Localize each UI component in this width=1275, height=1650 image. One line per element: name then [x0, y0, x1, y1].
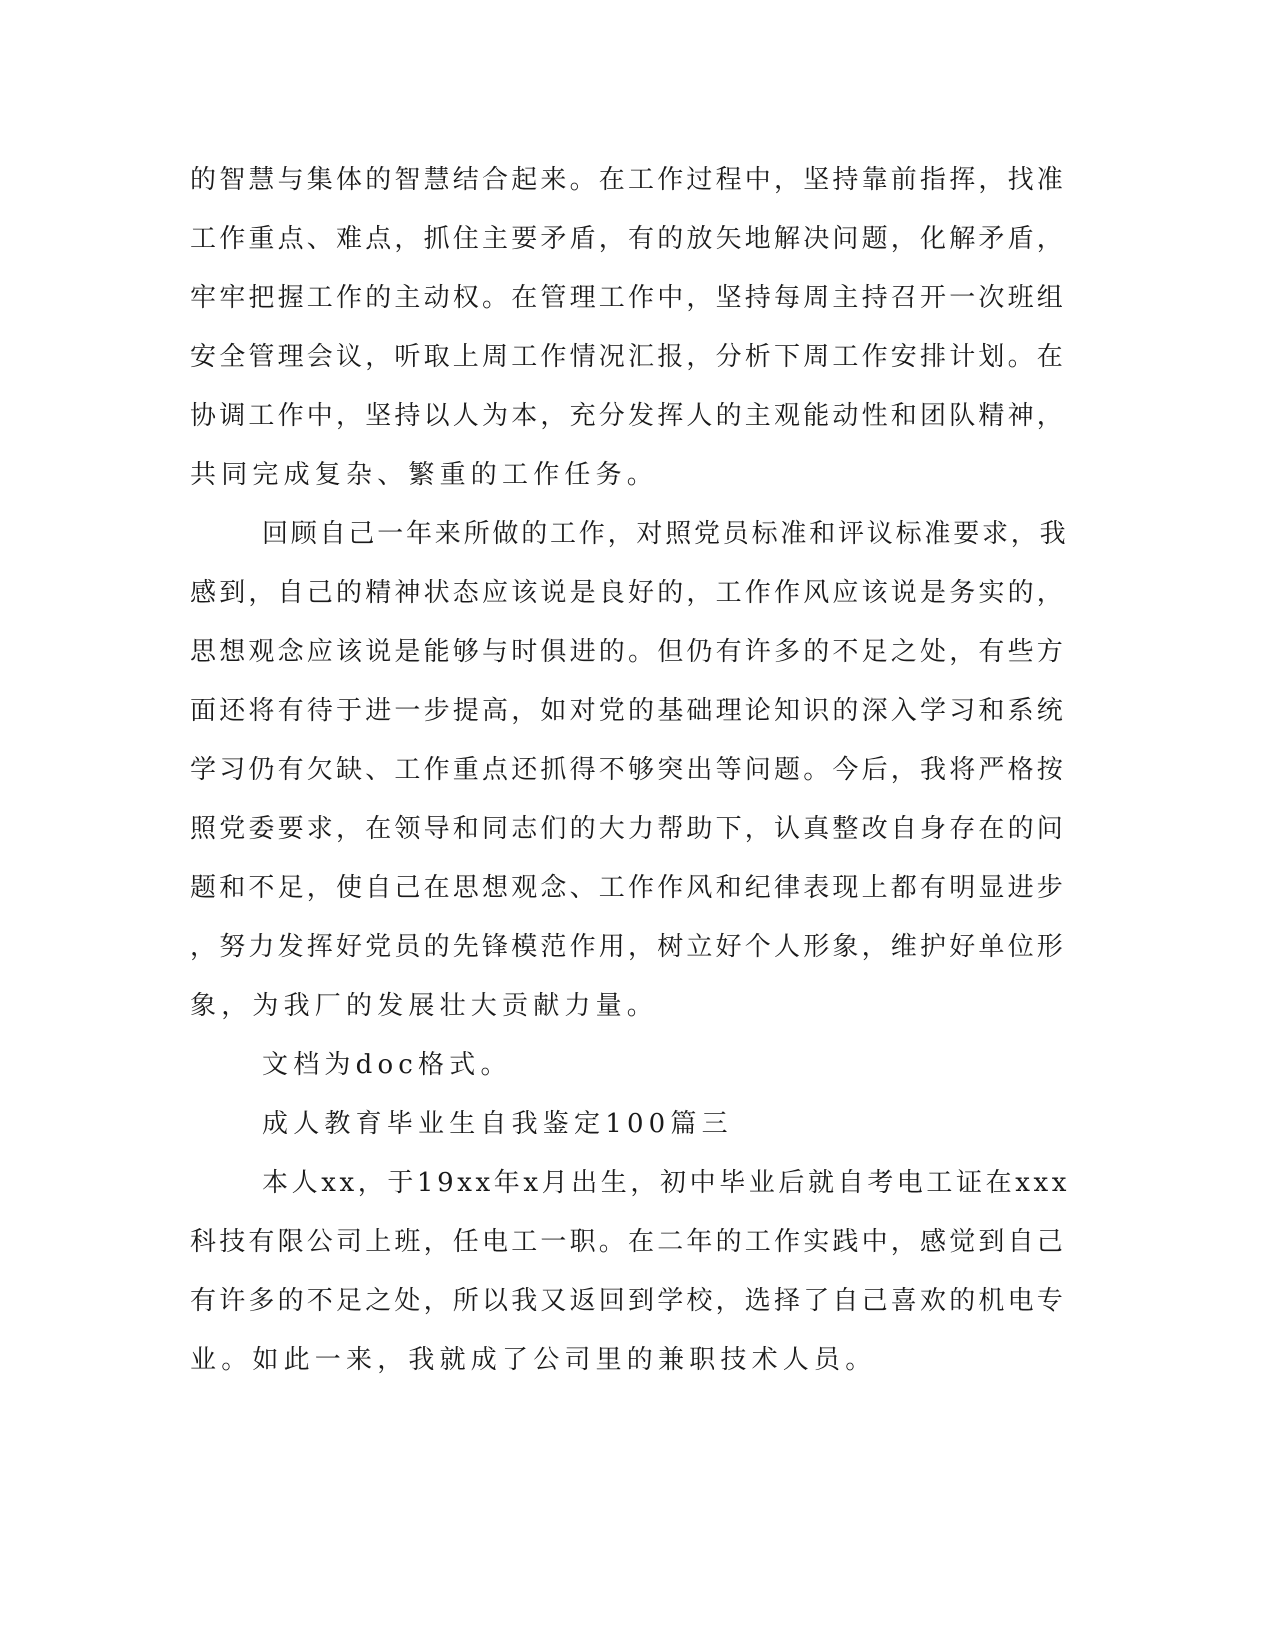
text-line: 安全管理会议，听取上周工作情况汇报，分析下周工作安排计划。在 — [190, 342, 1067, 372]
text-line: 题和不足，使自己在思想观念、工作作风和纪律表现上都有明显进步 — [190, 873, 1067, 903]
format-note: 文档为doc格式。 — [262, 1050, 512, 1080]
paragraph-first-line: 本人xx，于19xx年x月出生，初中毕业后就自考电工证在xxx — [262, 1168, 1070, 1198]
paragraph-first-line: 回顾自己一年来所做的工作，对照党员标准和评议标准要求，我 — [262, 519, 1069, 549]
text-line: 共同完成复杂、繁重的工作任务。 — [190, 460, 659, 490]
text-line: 牢牢把握工作的主动权。在管理工作中，坚持每周主持召开一次班组 — [190, 283, 1067, 313]
text-line: 工作重点、难点，抓住主要矛盾，有的放矢地解决问题，化解矛盾， — [190, 224, 1067, 254]
text-line: 思想观念应该说是能够与时俱进的。但仍有许多的不足之处，有些方 — [190, 637, 1067, 667]
text-line: 照党委要求，在领导和同志们的大力帮助下，认真整改自身存在的问 — [190, 814, 1067, 844]
text-line: 学习仍有欠缺、工作重点还抓得不够突出等问题。今后，我将严格按 — [190, 755, 1067, 785]
section-heading: 成人教育毕业生自我鉴定100篇三 — [262, 1109, 733, 1139]
text-line: 科技有限公司上班，任电工一职。在二年的工作实践中，感觉到自己 — [190, 1227, 1067, 1257]
text-line: 业。如此一来，我就成了公司里的兼职技术人员。 — [190, 1345, 877, 1375]
text-line: ，努力发挥好党员的先锋模范作用，树立好个人形象，维护好单位形 — [190, 932, 1067, 962]
text-line: 协调工作中，坚持以人为本，充分发挥人的主观能动性和团队精神， — [190, 401, 1067, 431]
text-line: 感到，自己的精神状态应该说是良好的，工作作风应该说是务实的， — [190, 578, 1067, 608]
text-line: 面还将有待于进一步提高，如对党的基础理论知识的深入学习和系统 — [190, 696, 1067, 726]
text-line: 有许多的不足之处，所以我又返回到学校，选择了自己喜欢的机电专 — [190, 1286, 1067, 1316]
text-line: 的智慧与集体的智慧结合起来。在工作过程中，坚持靠前指挥，找准 — [190, 165, 1067, 195]
text-line: 象，为我厂的发展壮大贡献力量。 — [190, 991, 659, 1021]
